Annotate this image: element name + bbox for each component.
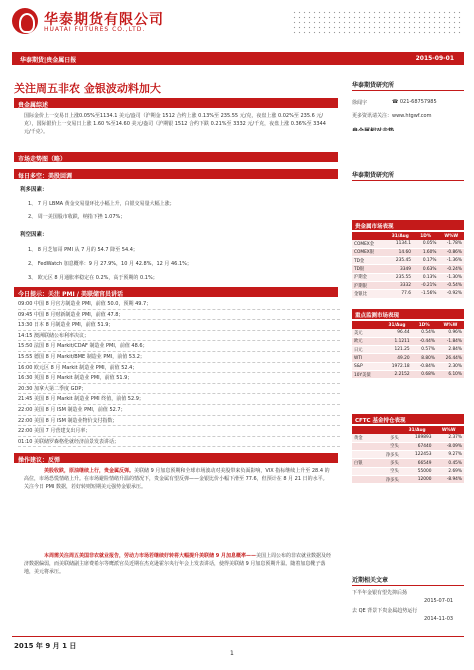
market-row: [352, 265, 464, 273]
footer-date: 2015 年 9 月 1 日: [14, 642, 77, 650]
cftc-cell: 12000: [401, 475, 434, 483]
advice-lead: 美股收跌，原油继续上行，贵金属反弹。: [44, 468, 135, 474]
cftc-table: [352, 426, 464, 484]
watch-cell: S&P: [352, 362, 382, 370]
cftc-cell: [352, 467, 374, 475]
market-row: [352, 290, 464, 298]
watch-cell: 2.84%: [437, 346, 464, 354]
weekly-lead: 本周需关注周五美国非农就业报告，劳动力市场若继续好转将大幅提升美联储 9 月加息概率——: [44, 553, 256, 559]
cftc-row: [352, 434, 464, 442]
market-cell: 1.60%: [413, 248, 439, 256]
market-table: [352, 232, 464, 299]
bull-item: 2、 周一美国股市收跌，纳指下挫 1.07%；: [28, 214, 126, 220]
market-cell: -1.30%: [438, 273, 464, 281]
watch-cell: 0.57%: [412, 346, 437, 354]
watch-col-header: [352, 321, 382, 329]
cftc-cell: 多头: [374, 459, 400, 467]
bear-item: 1、 8 月芝加哥 PMI 从 7 月的 54.7 降至 54.4；: [28, 247, 138, 253]
watch-cell: 0.54%: [412, 329, 437, 337]
watch-cell: 6.10%: [437, 370, 464, 378]
market-col-header: [352, 232, 388, 240]
cftc-col-header: W%W: [433, 426, 464, 434]
review-paragraph: 国际金价上一交易日上涨0.05%至1134.1 美元/盎司（沪期金 1512 合约上涨 0.13%至 235.55 元/克，夜盘上涨 0.02%至 235.6 元/克），国际银价上一交易日上涨 1.60 %至14.60 美元/盎司（沪期银 1512 合约下跌 0.21%至 3332 元/千克，夜盘上涨 0.36%至 3344 元/千克）。: [24, 113, 326, 135]
watch-row: [352, 346, 464, 354]
watch-row: [352, 362, 464, 370]
market-row: [352, 248, 464, 256]
weekly-body: 美国上周公布的非农就业数据及经济数据偏弱，而美联储副主席费希尔等鹰派官员近期在杰克逊霍尔央行年会上发表讲话，使得美联储 9 月加息预期升温。随着加息靴子落地，美元将承压。: [24, 553, 331, 575]
market-cell: 0.05%: [413, 240, 439, 248]
watch-cell: -1.84%: [437, 337, 464, 345]
market-cell: 3349: [388, 265, 413, 273]
watch-row: [352, 370, 464, 378]
research-institute: 华泰期货研究所: [352, 82, 395, 89]
phone-number: 021-68757985: [399, 99, 437, 105]
watch-cell: 欧元: [352, 337, 382, 345]
bull-factors-title: 利多因素：: [20, 187, 48, 193]
section-chart-header: 市场走势图（略）: [14, 152, 338, 162]
market-cell: 14.60: [388, 248, 413, 256]
watch-cell: 2.30%: [437, 362, 464, 370]
calendar-row: 13:30 日本 8 月制造业 PMI，前值 51.9；: [18, 320, 340, 331]
cftc-cell: 净多头: [374, 451, 400, 459]
calendar-row: 22:00 美国 8 月 ISM 制造业物价支付指数；: [18, 416, 340, 427]
watch-cell: 日元: [352, 346, 382, 354]
weekly-paragraph: [24, 552, 332, 576]
cftc-cell: [352, 451, 374, 459]
analyst-name: 徐闻宇: [352, 100, 368, 106]
header-dot-pattern: [292, 10, 462, 34]
bear-item: 2、 FedWatch 加息概率：9 月 27.9%，10 月 42.8%，12 月 46.1%；: [28, 261, 192, 267]
cftc-cell: 空头: [374, 442, 400, 450]
related-article-title[interactable]: 下半年金银有望先抑后扬: [352, 590, 408, 596]
bear-item: 3、 欧元区 8 月通胀率稳定在 0.2%，高于预期的 0.1%；: [28, 275, 158, 281]
report-date: 2015-09-01: [415, 55, 454, 62]
cftc-cell: 189893: [401, 434, 434, 442]
cftc-cell: 2.69%: [433, 467, 464, 475]
watch-cell: 10Y美债: [352, 370, 382, 378]
related-articles-title: 近期相关文章: [352, 577, 389, 584]
market-col-header: 31/Aug: [388, 232, 413, 240]
watch-cell: -0.44%: [412, 337, 437, 345]
advice-paragraph: [24, 467, 332, 491]
calendar-row: 20:30 加拿大第二季度 GDP；: [18, 384, 340, 395]
cftc-row: [352, 467, 464, 475]
cftc-cell: 0.45%: [433, 459, 464, 467]
related-article-date: 2015-07-01: [424, 598, 454, 604]
market-cell: -0.86%: [438, 248, 464, 256]
research-institute-footer: 华泰期货研究所: [352, 172, 395, 179]
cftc-cell: 122453: [401, 451, 434, 459]
market-row: [352, 257, 464, 265]
watch-cell: 2.2152: [382, 370, 411, 378]
calendar-row: 09:45 中国 8 月财新制造业 PMI，前值 47.8；: [18, 310, 340, 321]
market-cell: 沪期银: [352, 281, 388, 289]
cftc-cell: 白银: [352, 459, 374, 467]
watch-cell: WTI: [352, 354, 382, 362]
market-cell: -1.78%: [438, 240, 464, 248]
market-row: [352, 273, 464, 281]
cftc-cell: -8.94%: [433, 475, 464, 483]
cftc-table-title: CFTC 基金持仓表现: [352, 414, 464, 424]
market-cell: 0.63%: [413, 265, 439, 273]
watch-cell: 0.96%: [437, 329, 464, 337]
market-cell: TD银: [352, 265, 388, 273]
calendar-row: 14:15 澳洲联储公布利率决议；: [18, 331, 340, 342]
market-cell: -0.54%: [438, 281, 464, 289]
watch-cell: 121.25: [382, 346, 411, 354]
cftc-row: [352, 442, 464, 450]
cftc-col-header: [374, 426, 400, 434]
cftc-cell: -8.09%: [433, 442, 464, 450]
watch-table: [352, 321, 464, 379]
watch-col-header: 1D%: [412, 321, 437, 329]
market-cell: 235.55: [388, 273, 413, 281]
market-row: [352, 240, 464, 248]
calendar-row: 16:00 欧元区 8 月 Markit 制造业 PMI，前值 52.4；: [18, 363, 340, 374]
watch-cell: 8.80%: [412, 354, 437, 362]
watch-cell: 0.68%: [412, 370, 437, 378]
cftc-cell: [352, 475, 374, 483]
watch-cell: -0.84%: [412, 362, 437, 370]
event-calendar: [18, 299, 340, 447]
calendar-row: 22:00 美国 8 月 ISM 制造业 PMI，前值 52.7；: [18, 405, 340, 416]
page-number: 1: [230, 650, 234, 657]
calendar-row: 16:30 英国 8 月 Markit 制造业 PMI，前值 51.9；: [18, 373, 340, 384]
calendar-row: 22:00 美国 7 月营建支出月率；: [18, 426, 340, 437]
cftc-cell: [352, 442, 374, 450]
cftc-row: [352, 475, 464, 483]
market-cell: COMEX银: [352, 248, 388, 256]
section-advice-header: 操作建议：反弹: [14, 453, 338, 463]
cftc-cell: 55000: [401, 467, 434, 475]
market-cell: -0.24%: [438, 265, 464, 273]
cftc-cell: 净多头: [374, 475, 400, 483]
market-cell: 沪期金: [352, 273, 388, 281]
watch-cell: 49.20: [382, 354, 411, 362]
footer-divider: [12, 636, 464, 637]
calendar-row: 21:45 美国 8 月 Markit 制造业 PMI 终值，前值 52.9；: [18, 394, 340, 405]
cftc-cell: 空头: [374, 467, 400, 475]
market-row: [352, 281, 464, 289]
cftc-cell: 66549: [401, 459, 434, 467]
watch-cell: 96.44: [382, 329, 411, 337]
market-cell: 0.13%: [413, 273, 439, 281]
market-cell: -0.92%: [438, 290, 464, 298]
cftc-cell: 2.37%: [433, 434, 464, 442]
company-name: 华泰期货有限公司: [44, 12, 164, 28]
bear-factors-title: 利空因素：: [20, 232, 48, 238]
watch-col-header: 31/Aug: [382, 321, 411, 329]
watch-row: [352, 354, 464, 362]
analyst-phone: ☎ 021-68757985: [392, 99, 437, 105]
page-title: 关注周五非农 金银波动料加大: [14, 82, 161, 95]
market-cell: TD金: [352, 257, 388, 265]
market-col-header: 1D%: [413, 232, 439, 240]
watch-cell: 1972.18: [382, 362, 411, 370]
bull-item: 1、 7 月 LBMA 黄金交易量环比小幅上升，白银交易量大幅上涨；: [28, 201, 175, 207]
market-cell: 0.17%: [413, 257, 439, 265]
watch-col-header: W%W: [437, 321, 464, 329]
related-article-date: 2014-11-03: [424, 616, 454, 622]
cftc-cell: 9.27%: [433, 451, 464, 459]
market-cell: -1.36%: [438, 257, 464, 265]
market-cell: -1.56%: [413, 290, 439, 298]
related-article-title[interactable]: 去 QE 背景下贵金属趋势运行: [352, 608, 418, 614]
cftc-row: [352, 459, 464, 467]
watch-cell: 1.1211: [382, 337, 411, 345]
section-focus-header: 每日多空：美股回调: [14, 169, 338, 179]
market-table-title: 贵金属市场表现: [352, 220, 464, 230]
cftc-col-header: [352, 426, 374, 434]
calendar-row: 15:50 法国 8 月 Markit/CDAF 制造业 PMI，前值 48.6；: [18, 341, 340, 352]
watch-table-title: 重点监测市场表现: [352, 309, 464, 319]
market-cell: COMEX金: [352, 240, 388, 248]
cftc-row: [352, 451, 464, 459]
cftc-cell: 67440: [401, 442, 434, 450]
watch-row: [352, 337, 464, 345]
market-cell: 1134.1: [388, 240, 413, 248]
cftc-col-header: 31/Aug: [401, 426, 434, 434]
watch-cell: 26.44%: [437, 354, 464, 362]
calendar-row: 01:10 美联储罗森格伦就经济前景发表讲话；: [18, 437, 340, 448]
report-banner: [12, 52, 464, 65]
market-col-header: W%W: [438, 232, 464, 240]
section-calendar-header: 今日提示：关注 PMI / 美联储官员讲话: [14, 287, 338, 297]
market-cell: 77.6: [388, 290, 413, 298]
cftc-cell: 多头: [374, 434, 400, 442]
market-cell: 金银比: [352, 290, 388, 298]
market-cell: 3332: [388, 281, 413, 289]
company-english-name: HUATAI FUTURES CO.,LTD.: [44, 26, 146, 33]
watch-row: [352, 329, 464, 337]
company-logo: [12, 8, 38, 34]
calendar-row: 09:00 中国 8 月官方制造业 PMI，前值 50.0，预期 49.7；: [18, 299, 340, 310]
market-cell: -0.21%: [413, 281, 439, 289]
more-info-link[interactable]: 更多资讯请关注：www.htgwf.com: [352, 113, 432, 119]
cftc-cell: 黄金: [352, 434, 374, 442]
market-cell: 235.45: [388, 257, 413, 265]
advice-body: 美联储 9 月加息预期和全球市场波动对美股带来负面影响，VIX 指标继续上升至 28.4 的高位，市场恐慌情绪上升。在市场避险情绪升温的情况下，贵金属有望反弹——金银比价小幅下滑至 77.6，但预计在 8 月 21 日的水平。关注今日 PMI 数据，若好转则短期美元强势金银承压。: [24, 468, 330, 490]
calendar-row: 15:55 德国 8 月 Markit/BME 制造业 PMI，前值 53.2；: [18, 352, 340, 363]
watch-cell: 美元: [352, 329, 382, 337]
section-review-header: 贵金属综述: [14, 98, 338, 108]
report-category: 华泰期货|贵金属日报: [20, 57, 77, 64]
